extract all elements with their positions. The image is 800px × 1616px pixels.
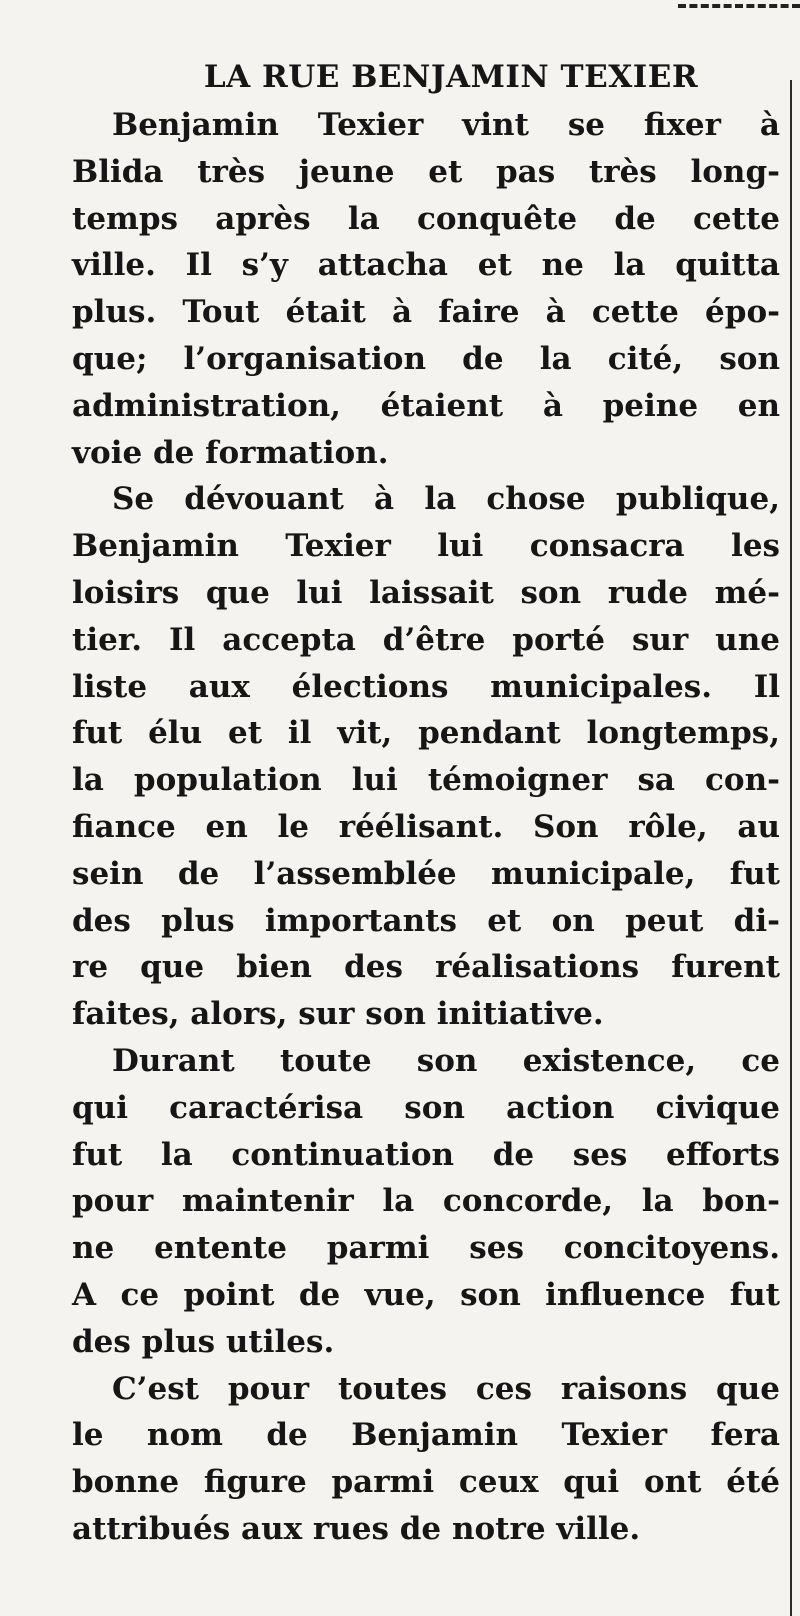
text-line: A ce point de vue, son influence fut (72, 1276, 780, 1313)
text-line: qui caractérisa son action civique (72, 1089, 780, 1126)
text-line: Se dévouant à la chose publique, (112, 481, 780, 518)
text-line: liste aux élections municipales. Il (72, 668, 780, 705)
text-line: ne entente parmi ses concitoyens. (72, 1230, 780, 1267)
text-line: la population lui témoigner sa con- (72, 762, 780, 799)
text-line: ville. Il s’y attacha et ne la quitta (72, 247, 780, 284)
text-line: fut la continuation de ses efforts (72, 1136, 780, 1173)
text-line: tier. Il accepta d’être porté sur une (72, 621, 780, 658)
text-line: le nom de Benjamin Texier fera (72, 1417, 780, 1454)
text-line: C’est pour toutes ces raisons que (112, 1370, 780, 1407)
text-line: fiance en le réélisant. Son rôle, au (72, 808, 780, 845)
text-line: Durant toute son existence, ce (112, 1042, 780, 1079)
top-dashed-rule (678, 4, 800, 8)
text-line: des plus importants et on peut di- (72, 902, 780, 939)
article (72, 52, 780, 1553)
text-line: des plus utiles. (72, 1323, 335, 1360)
text-line: faites, alors, sur son initiative. (72, 996, 604, 1033)
text-line: temps après la conquête de cette (72, 200, 780, 237)
text-line: attribués aux rues de notre ville. (72, 1510, 641, 1547)
text-line: bonne figure parmi ceux qui ont été (72, 1464, 780, 1501)
text-line: Benjamin Texier vint se fixer à (112, 107, 780, 143)
paragraph-1 (72, 102, 780, 476)
column-rule (790, 80, 792, 1616)
text-line: Blida très jeune et pas très long- (72, 153, 780, 190)
paragraph-3 (72, 1038, 780, 1366)
article-headline: LA RUE BENJAMIN TEXIER (203, 59, 699, 95)
text-line: fut élu et il vit, pendant longtemps, (72, 715, 780, 752)
text-line: re que bien des réalisations furent (72, 949, 780, 986)
text-line: plus. Tout était à faire à cette épo- (72, 294, 780, 331)
text-line: administration, étaient à peine en (72, 387, 780, 424)
text-line: sein de l’assemblée municipale, fut (72, 855, 780, 892)
text-line: loisirs que lui laissait son rude mé- (72, 574, 780, 611)
text-line: Benjamin Texier lui consacra les (72, 528, 780, 565)
text-line: voie de formation. (72, 434, 389, 471)
paragraph-4 (72, 1366, 780, 1553)
paragraph-2 (72, 476, 780, 1038)
text-line: que; l’organisation de la cité, son (72, 340, 780, 377)
text-line: pour maintenir la concorde, la bon- (72, 1183, 780, 1220)
